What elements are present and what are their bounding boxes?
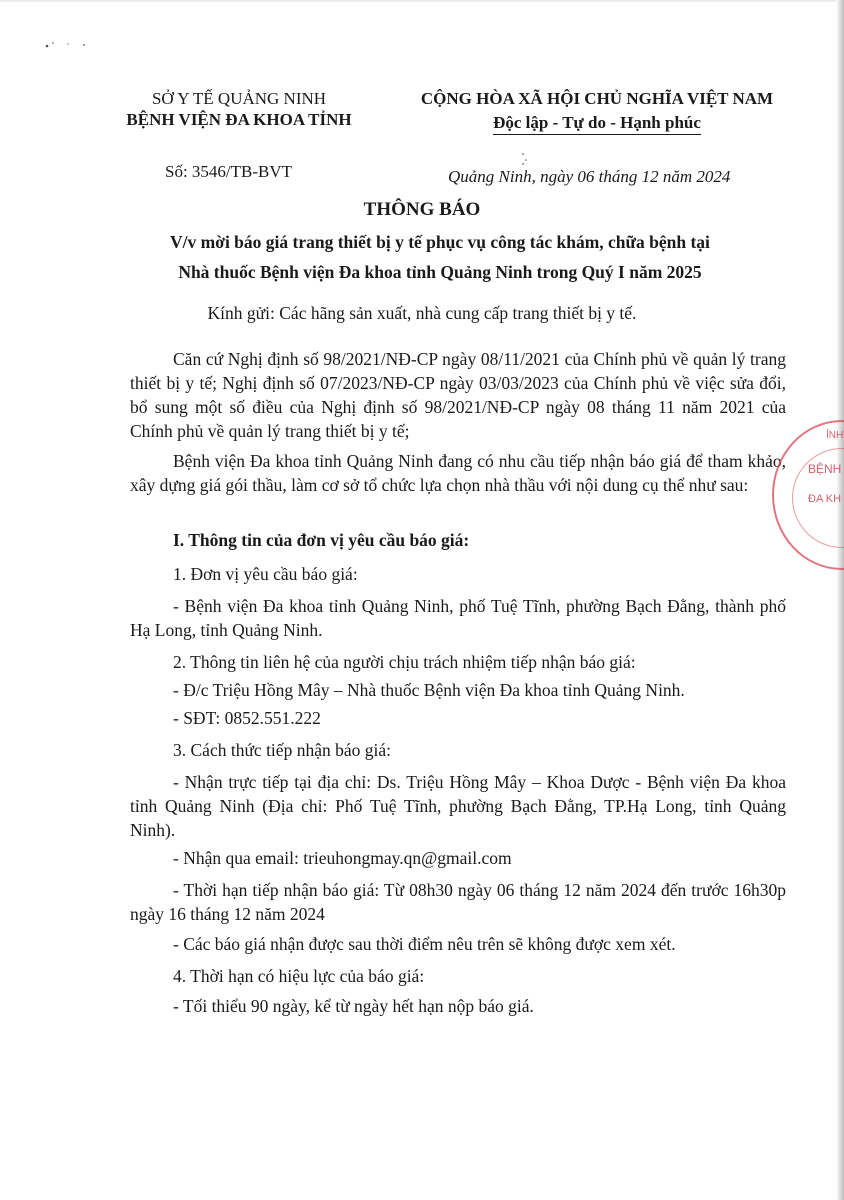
stamp-text-line-2: ĐA KH xyxy=(808,493,842,505)
request-paragraph: Bệnh viện Đa khoa tỉnh Quảng Ninh đang có nhu cầu tiếp nhận báo giá để tham khảo, xây dựng giá gói thầu, làm cơ sở tổ chức lựa chọn nhà thầu với nội dung cụ thể như sau: xyxy=(130,451,786,495)
document-subject xyxy=(130,227,750,287)
scan-right-edge xyxy=(836,0,844,1200)
item-1-text: - Bệnh viện Đa khoa tỉnh Quảng Ninh, phố Tuệ Tĩnh, phường Bạch Đằng, thành phố Hạ Long, tỉnh Quảng Ninh. xyxy=(130,596,786,640)
item-2-heading: 2. Thông tin liên hệ của người chịu trách nhiệm tiếp nhận báo giá: xyxy=(173,652,636,672)
hospital-name: BỆNH VIỆN ĐA KHOA TỈNH xyxy=(126,110,352,129)
subject-line-2: Nhà thuốc Bệnh viện Đa khoa tỉnh Quảng Ninh trong Quý I năm 2025 xyxy=(178,262,702,282)
item-2-phone: - SĐT: 0852.551.222 xyxy=(173,708,321,728)
issuing-organization xyxy=(108,88,370,130)
scan-speck-marks xyxy=(44,40,90,52)
item-2-contact: - Đ/c Triệu Hồng Mây – Nhà thuốc Bệnh viện Đa khoa tỉnh Quảng Ninh. xyxy=(173,680,685,700)
national-motto: Độc lập - Tự do - Hạnh phúc xyxy=(493,112,701,135)
recipient-line: Kính gửi: Các hãng sản xuất, nhà cung cấp trang thiết bị y tế. xyxy=(207,303,637,323)
subject-line-1: V/v mời báo giá trang thiết bị y tế phục vụ công tác khám, chữa bệnh tại xyxy=(170,232,710,252)
item-3-direct: - Nhận trực tiếp tại địa chỉ: Ds. Triệu Hồng Mây – Khoa Dược - Bệnh viện Đa khoa tỉnh Quảng Ninh (Địa chỉ: Phố Tuệ Tĩnh, phường Bạch Đằng, TP.Hạ Long, tỉnh Quảng Ninh). xyxy=(130,772,786,840)
stamp-text-line-1: BỆNH xyxy=(808,462,842,476)
item-3-heading: 3. Cách thức tiếp nhận báo giá: xyxy=(173,740,391,760)
item-4-text: - Tối thiểu 90 ngày, kể từ ngày hết hạn nộp báo giá. xyxy=(173,996,534,1016)
section-1-heading: I. Thông tin của đơn vị yêu cầu báo giá: xyxy=(173,530,470,550)
national-header xyxy=(390,88,804,135)
legal-basis-paragraph: Căn cứ Nghị định số 98/2021/NĐ-CP ngày 08/11/2021 của Chính phủ về quản lý trang thiết bị y tế; Nghị định số 07/2023/NĐ-CP ngày 03/03/2023 của Chính phủ về việc sửa đổi, bổ sung một số điều của Nghị định số 98/2021/NĐ-CP ngày 08 tháng 11 năm 2021 của Chính phủ về quản lý trang thiết bị y tế; xyxy=(130,349,786,441)
item-3-late-notice: - Các báo giá nhận được sau thời điểm nêu trên sẽ không được xem xét. xyxy=(173,934,676,954)
item-3-email: - Nhận qua email: trieuhongmay.qn@gmail.com xyxy=(173,848,512,868)
stamp-text-line-3: ỈNH xyxy=(826,430,844,441)
document-title: THÔNG BÁO xyxy=(363,199,481,220)
item-3-deadline: - Thời hạn tiếp nhận báo giá: Từ 08h30 ngày 06 tháng 12 năm 2024 đến trước 16h30p ngày 16 tháng 12 năm 2024 xyxy=(130,880,786,924)
document-number: Số: 3546/TB-BVT xyxy=(165,162,293,181)
parent-agency: SỞ Y TẾ QUẢNG NINH xyxy=(151,89,327,108)
scan-dot-marks xyxy=(520,152,530,166)
item-1-heading: 1. Đơn vị yêu cầu báo giá: xyxy=(173,564,358,584)
scan-top-edge xyxy=(0,0,844,3)
item-4-heading: 4. Thời hạn có hiệu lực của báo giá: xyxy=(173,966,425,986)
republic-name: CỘNG HÒA XÃ HỘI CHỦ NGHĨA VIỆT NAM xyxy=(420,89,774,108)
place-and-date: Quảng Ninh, ngày 06 tháng 12 năm 2024 xyxy=(448,167,731,186)
